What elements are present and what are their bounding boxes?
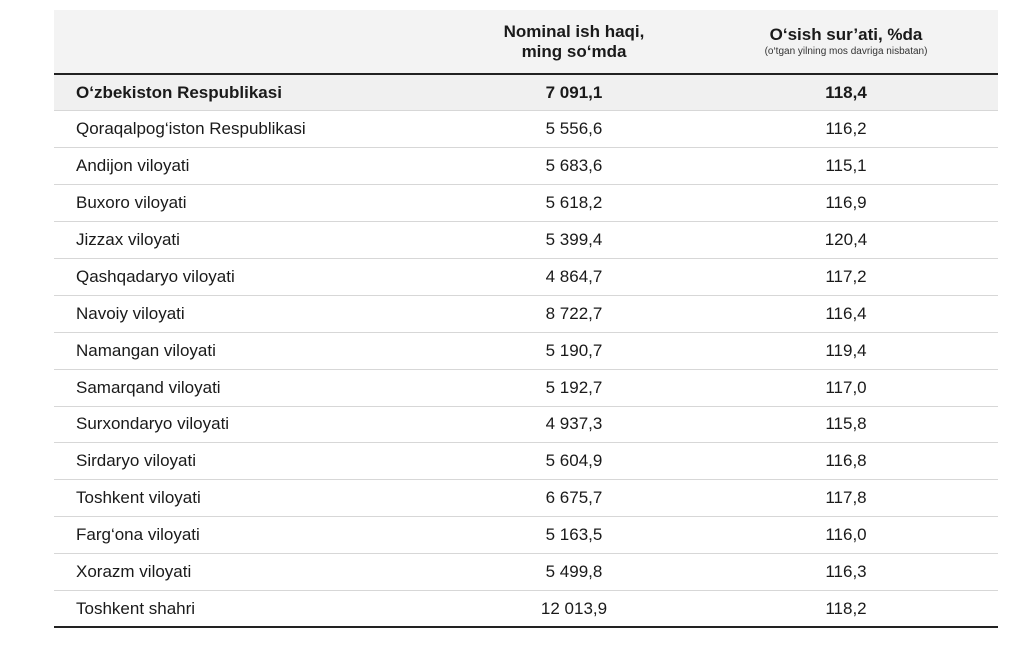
row-growth: 115,1 bbox=[694, 148, 998, 185]
table-row bbox=[54, 554, 998, 591]
row-growth: 116,0 bbox=[694, 517, 998, 554]
row-growth: 117,2 bbox=[694, 258, 998, 295]
row-wage: 5 499,8 bbox=[454, 554, 694, 591]
row-region: Toshkent shahri bbox=[54, 590, 454, 627]
row-wage: 5 399,4 bbox=[454, 222, 694, 259]
row-region: Qashqadaryo viloyati bbox=[54, 258, 454, 295]
header-growth-note: (o‘tgan yilning mos davriga nisbatan) bbox=[764, 46, 928, 57]
wage-table bbox=[54, 10, 998, 628]
row-growth: 116,9 bbox=[694, 185, 998, 222]
row-wage: 5 618,2 bbox=[454, 185, 694, 222]
table-row bbox=[54, 369, 998, 406]
row-growth: 117,8 bbox=[694, 480, 998, 517]
row-growth: 117,0 bbox=[694, 369, 998, 406]
table-row bbox=[54, 222, 998, 259]
row-wage: 5 190,7 bbox=[454, 332, 694, 369]
table-row bbox=[54, 517, 998, 554]
row-growth: 118,2 bbox=[694, 590, 998, 627]
row-region: Namangan viloyati bbox=[54, 332, 454, 369]
table-row bbox=[54, 185, 998, 222]
table-body bbox=[54, 74, 998, 627]
table-row bbox=[54, 148, 998, 185]
header-growth-rate bbox=[694, 10, 998, 74]
row-region: O‘zbekiston Respublikasi bbox=[54, 74, 454, 111]
row-growth: 116,3 bbox=[694, 554, 998, 591]
row-wage: 5 163,5 bbox=[454, 517, 694, 554]
row-region: Surxondaryo viloyati bbox=[54, 406, 454, 443]
row-growth: 119,4 bbox=[694, 332, 998, 369]
row-wage: 4 864,7 bbox=[454, 258, 694, 295]
header-row bbox=[54, 10, 998, 74]
row-region: Farg‘ona viloyati bbox=[54, 517, 454, 554]
row-wage: 6 675,7 bbox=[454, 480, 694, 517]
row-wage: 5 604,9 bbox=[454, 443, 694, 480]
row-region: Xorazm viloyati bbox=[54, 554, 454, 591]
row-wage: 5 192,7 bbox=[454, 369, 694, 406]
table-row bbox=[54, 258, 998, 295]
row-region: Andijon viloyati bbox=[54, 148, 454, 185]
row-region: Navoiy viloyati bbox=[54, 295, 454, 332]
wage-table-container bbox=[54, 10, 998, 628]
row-growth: 120,4 bbox=[694, 222, 998, 259]
row-growth: 116,4 bbox=[694, 295, 998, 332]
row-wage: 7 091,1 bbox=[454, 74, 694, 111]
row-region: Buxoro viloyati bbox=[54, 185, 454, 222]
table-row-total bbox=[54, 74, 998, 111]
table-row bbox=[54, 443, 998, 480]
header-nominal-wage bbox=[454, 10, 694, 74]
row-region: Sirdaryo viloyati bbox=[54, 443, 454, 480]
row-region: Toshkent viloyati bbox=[54, 480, 454, 517]
row-growth: 116,2 bbox=[694, 111, 998, 148]
header-growth-line1: O‘sish sur’ati, %da bbox=[769, 25, 923, 44]
table-header bbox=[54, 10, 998, 74]
row-wage: 8 722,7 bbox=[454, 295, 694, 332]
header-wage-line1: Nominal ish haqi, bbox=[503, 21, 645, 41]
row-wage: 5 556,6 bbox=[454, 111, 694, 148]
table-row bbox=[54, 111, 998, 148]
table-row bbox=[54, 590, 998, 627]
row-region: Jizzax viloyati bbox=[54, 222, 454, 259]
table-row bbox=[54, 406, 998, 443]
table-row bbox=[54, 480, 998, 517]
table-row bbox=[54, 295, 998, 332]
row-wage: 12 013,9 bbox=[454, 590, 694, 627]
table-row bbox=[54, 332, 998, 369]
row-growth: 118,4 bbox=[694, 74, 998, 111]
header-region bbox=[54, 10, 454, 74]
row-wage: 5 683,6 bbox=[454, 148, 694, 185]
row-growth: 116,8 bbox=[694, 443, 998, 480]
row-region: Qoraqalpog‘iston Respublikasi bbox=[54, 111, 454, 148]
header-wage-line2: ming so‘mda bbox=[521, 41, 627, 61]
row-wage: 4 937,3 bbox=[454, 406, 694, 443]
row-region: Samarqand viloyati bbox=[54, 369, 454, 406]
row-growth: 115,8 bbox=[694, 406, 998, 443]
